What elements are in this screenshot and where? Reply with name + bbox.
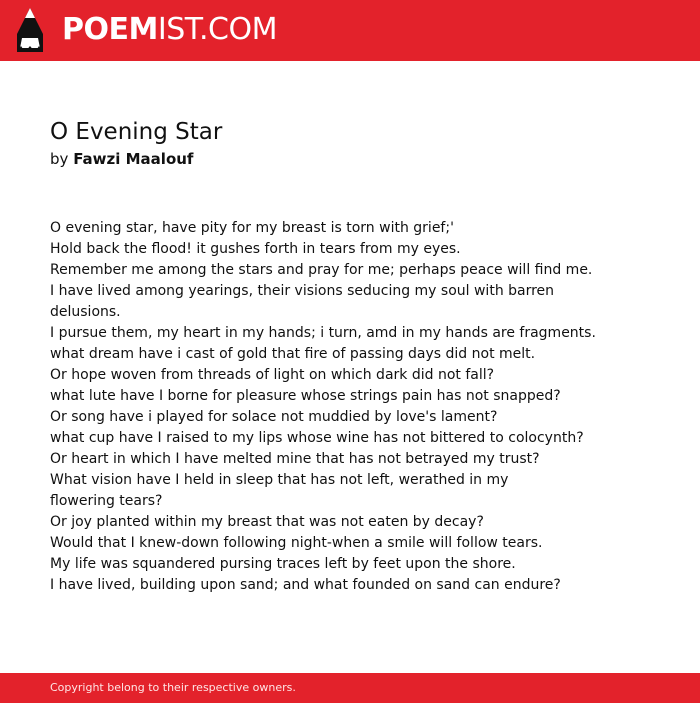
poem-line: Or joy planted within my breast that was not eaten by decay? — [50, 514, 484, 530]
byline — [50, 149, 193, 169]
poem-line: I have lived among yearings, their visions seducing my soul with barren — [50, 283, 555, 299]
poem-line: What vision have I held in sleep that has not left, werathed in my — [50, 472, 509, 488]
poem-line: Would that I knew-down following night-when a smile will follow tears. — [50, 535, 543, 551]
poem-line: delusions. — [50, 304, 121, 320]
poem-line: Or hope woven from threads of light on which dark did not fall? — [50, 367, 495, 383]
poem-line: Or song have i played for solace not muddied by love's lament? — [50, 409, 498, 425]
site-logo[interactable] — [62, 13, 277, 47]
poem-body — [50, 218, 610, 596]
by-label: by — [50, 150, 69, 168]
poem-line: what dream have i cast of gold that fire of passing days did not melt. — [50, 346, 536, 362]
logo-bold-text: POEM — [62, 12, 158, 47]
pencil-icon[interactable] — [16, 8, 44, 52]
author-name: Fawzi Maalouf — [73, 150, 194, 168]
logo-light-text: IST.COM — [157, 12, 277, 47]
site-header — [0, 0, 700, 61]
poem-line: what lute have I borne for pleasure whose strings pain has not snapped? — [50, 388, 561, 404]
poem-line: Or heart in which I have melted mine that has not betrayed my trust? — [50, 451, 540, 467]
poem-line: what cup have I raised to my lips whose wine has not bittered to colocynth? — [50, 430, 584, 446]
poem-line: flowering tears? — [50, 493, 163, 509]
copyright-text: Copyright belong to their respective owners. — [50, 681, 296, 694]
poem-title: O Evening Star — [50, 119, 223, 145]
poem-line: Hold back the flood! it gushes forth in tears from my eyes. — [50, 241, 461, 257]
poem-line: O evening star, have pity for my breast is torn with grief;' — [50, 220, 454, 236]
poem-line: I have lived, building upon sand; and what founded on sand can endure? — [50, 577, 561, 593]
site-footer — [0, 673, 700, 703]
poem-line: I pursue them, my heart in my hands; i turn, amd in my hands are fragments. — [50, 325, 596, 341]
poem-line: My life was squandered pursing traces left by feet upon the shore. — [50, 556, 516, 572]
poem-line: Remember me among the stars and pray for me; perhaps peace will find me. — [50, 262, 593, 278]
